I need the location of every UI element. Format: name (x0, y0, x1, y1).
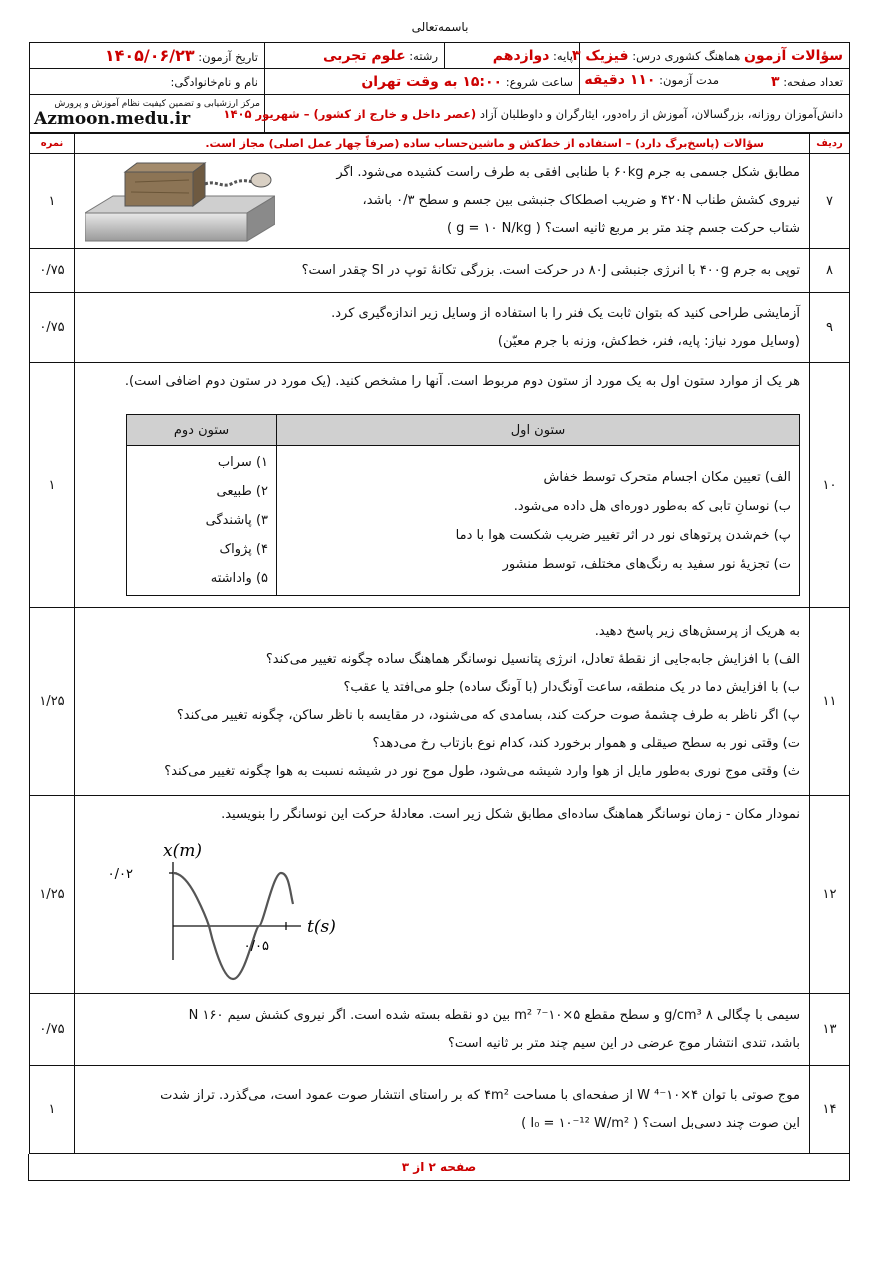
q-line: این صوت چند دسی‌بل است؟ ( I₀ = ۱۰⁻¹² W/m² ) (521, 1115, 800, 1131)
y-tick-label: ۰/۰۲ (107, 867, 133, 882)
q-line: موج صوتی با توان ۴×۱۰⁻⁴ W از صفحه‌ای با مساحت ۴m² که بر راستای انتشار صوت عمود است، می‌گذرد. تراز شدت (160, 1087, 800, 1103)
field-value: علوم تجربی (322, 47, 406, 64)
matching-table (126, 414, 800, 596)
question-text (76, 614, 808, 790)
question-text (76, 364, 808, 400)
title-cell (571, 43, 850, 69)
exam-page (30, 0, 850, 1181)
org-name: مرکز ارزشیابی و تضمین کیفیت نظام آموزش و پرورش (54, 98, 260, 109)
col1-item: ت) تجزیهٔ نور سفید به رنگ‌های مختلف، توسط منشور (502, 556, 791, 572)
q-line: سیمی با چگالی ۸ g/cm³ و سطح مقطع ۵×۱۰⁻⁷ m² بین دو نقطه بسته شده است. اگر نیروی کشش سیم ۱۶۰ N (188, 1007, 800, 1023)
question-text (76, 998, 808, 1062)
date-label: تاریخ آزمون: (198, 50, 258, 64)
pages-label: تعداد صفحه: (783, 74, 843, 89)
q-line: نیروی کشش طناب ۴۲۰N و ضریب اصطکاک جنبشی بین جسم و سطح ۰/۳ باشد، (362, 193, 800, 208)
duration-value: ۱۱۰ دقیقه (584, 72, 656, 88)
exam-title: سؤالات آزمون (744, 47, 843, 64)
x-axis-label: t(s) (307, 917, 336, 937)
question-score: ۱ (30, 363, 75, 608)
students-text: دانش‌آموزان روزانه، بزرگسالان، آموزش از راه‌دور، ایثارگران و داوطلبان آزاد (479, 106, 843, 121)
q-line: ث) وقتی موج نوری به‌طور مایل از هوا وارد شیشه می‌شود، طول موج نور در شیشه نسبت به هوا چگونه تغییر می‌کند؟ (164, 763, 800, 779)
national-label: هماهنگ کشوری درس: (632, 48, 741, 63)
questions-table (29, 133, 850, 1154)
date-value: ۱۴۰۵/۰۶/۲۳ (104, 46, 195, 65)
col-questions-header: سؤالات (پاسخ‌برگ دارد) – استفاده از خط‌کش و ماشین‌حساب ساده (صرفاً چهار عمل اصلی) مجاز است. (75, 134, 810, 154)
q-line: الف) با افزایش جابه‌جایی از نقطهٔ تعادل، انرژی پتانسیل نوسانگر هماهنگ ساده چگونه تغییر می‌کند؟ (265, 651, 800, 667)
scope-text: (عصر داخل و خارج از کشور) – شهریور ۱۴۰۵ (223, 106, 477, 121)
col1-header: ستون اول (277, 415, 800, 446)
col2-item: ۱) سراب (217, 455, 268, 470)
pages-value: ۳ (770, 73, 780, 90)
position-time-graph (105, 832, 395, 982)
q-line: به هریک از پرسش‌های زیر پاسخ دهید. (594, 623, 800, 639)
q-line: (وسایل مورد نیاز: پایه، فنر، خط‌کش، وزنه با جرم معیّن) (497, 333, 800, 349)
question-row (30, 1066, 850, 1154)
q-line: ب) با افزایش دما در یک منطقه، ساعت آونگ‌دار (با آونگ ساده) جلو می‌افتد یا عقب؟ (343, 679, 800, 695)
col2-item: ۲) طبیعی (216, 484, 268, 499)
pages-cell (580, 69, 850, 95)
question-text (76, 797, 808, 833)
col1-item: ب) نوسانِ تابی که به‌طور دوره‌ای هل داده می‌شود. (513, 498, 791, 514)
col2-items (127, 446, 277, 596)
col2-item: ۳) پاشندگی (205, 513, 268, 528)
start-cell (265, 69, 580, 95)
q-line: مطابق شکل جسمی به جرم ۶۰kg با طنابی افقی به طرف راست کشیده می‌شود. اگر (336, 165, 800, 180)
x-tick-label: ۰/۰۵ (243, 939, 269, 954)
question-text (76, 1078, 808, 1142)
col1-item: الف) تعیین مکان اجسام متحرک توسط خفاش (543, 469, 791, 485)
duration-label: مدت آزمون: (659, 73, 719, 87)
question-row (30, 249, 850, 293)
q-line: پ) اگر ناظر به طرف چشمهٔ صوت حرکت کند، بسامدی که می‌شنود، در مقایسه با ناظر ساکن، چگونه تغییر می‌کند؟ (176, 707, 800, 723)
question-number: ۱۴ (810, 1066, 850, 1154)
question-number: ۸ (810, 249, 850, 293)
question-score: ۱ (30, 154, 75, 249)
question-number: ۱۳ (810, 994, 850, 1066)
field-cell (265, 43, 445, 69)
question-text (76, 296, 808, 360)
start-value: ۱۵:۰۰ به وقت تهران (361, 73, 503, 90)
start-label: ساعت شروع: (505, 74, 573, 89)
col1-item: پ) خم‌شدن پرتوهای نور در اثر تغییر ضریب شکست هوا با دما (455, 527, 791, 543)
col-score-header: نمره (30, 134, 75, 154)
q-line: نمودار مکان - زمان نوسانگر هماهنگ ساده‌ای مطابق شکل زیر است. معادلهٔ حرکت این نوسانگر را بنویسید. (221, 807, 800, 822)
q-line: توپی به جرم ۴۰۰g با انرژی جنبشی ۸۰J در حرکت است. بزرگی تکانهٔ توپ در SI چقدر است؟ (301, 262, 800, 278)
question-score: ۰/۷۵ (30, 293, 75, 363)
col2-item: ۵) واداشته (210, 571, 268, 586)
y-axis-label: x(m) (163, 841, 202, 861)
course-name: فیزیک ۳ (571, 47, 629, 64)
grade-cell (445, 43, 580, 69)
question-row (30, 154, 850, 249)
question-score: ۰/۷۵ (30, 994, 75, 1066)
date-cell (30, 43, 265, 69)
question-number: ۷ (810, 154, 850, 249)
students-cell (223, 95, 850, 133)
col2-header: ستون دوم (127, 415, 277, 446)
page-footer: صفحه ۲ از ۳ (28, 1154, 850, 1181)
field-label: رشته: (409, 48, 438, 63)
col2-item: ۴) پژواک (219, 542, 268, 557)
question-number: ۱۲ (810, 796, 850, 994)
question-score: ۱ (30, 1066, 75, 1154)
exam-header (29, 42, 850, 133)
col-row-header: ردیف (810, 134, 850, 154)
question-number: ۱۱ (810, 608, 850, 796)
question-number: ۱۰ (810, 363, 850, 608)
q-line: هر یک از موارد ستون اول به یک مورد از ستون دوم مربوط است. آنها را مشخص کنید. (یک مورد در ستون دوم اضافی است). (124, 374, 800, 389)
bismillah: باسمه‌تعالی (411, 20, 469, 34)
grade-value: دوازدهم (492, 47, 550, 64)
grade-label: پایه: (553, 48, 573, 63)
q-line: ت) وقتی نور به سطح صیقلی و هموار برخورد کند، کدام نوع بازتاب رخ می‌دهد؟ (372, 735, 800, 751)
question-row (30, 293, 850, 363)
question-row (30, 363, 850, 608)
question-row (30, 994, 850, 1066)
question-row (30, 608, 850, 796)
question-number: ۹ (810, 293, 850, 363)
question-row (30, 796, 850, 994)
name-label: نام و نام‌خانوادگی: (170, 74, 258, 89)
q-line: شتاب حرکت جسم چند متر بر مربع ثانیه است؟ ( g = ۱۰ N/kg ) (446, 221, 800, 236)
question-score: ۱/۲۵ (30, 608, 75, 796)
question-text (76, 253, 808, 289)
block-rope-figure (85, 158, 275, 243)
col1-items (277, 446, 800, 596)
website-url: Azmoon.medu.ir (34, 108, 191, 129)
question-score: ۰/۷۵ (30, 249, 75, 293)
name-cell (30, 69, 265, 95)
q-line: آزمایشی طراحی کنید که بتوان ثابت یک فنر را با استفاده از وسایل زیر اندازه‌گیری کرد. (331, 305, 800, 321)
q-line: باشد، تندی انتشار موج عرضی در این سیم چند متر بر ثانیه است؟ (447, 1035, 800, 1051)
question-score: ۱/۲۵ (30, 796, 75, 994)
